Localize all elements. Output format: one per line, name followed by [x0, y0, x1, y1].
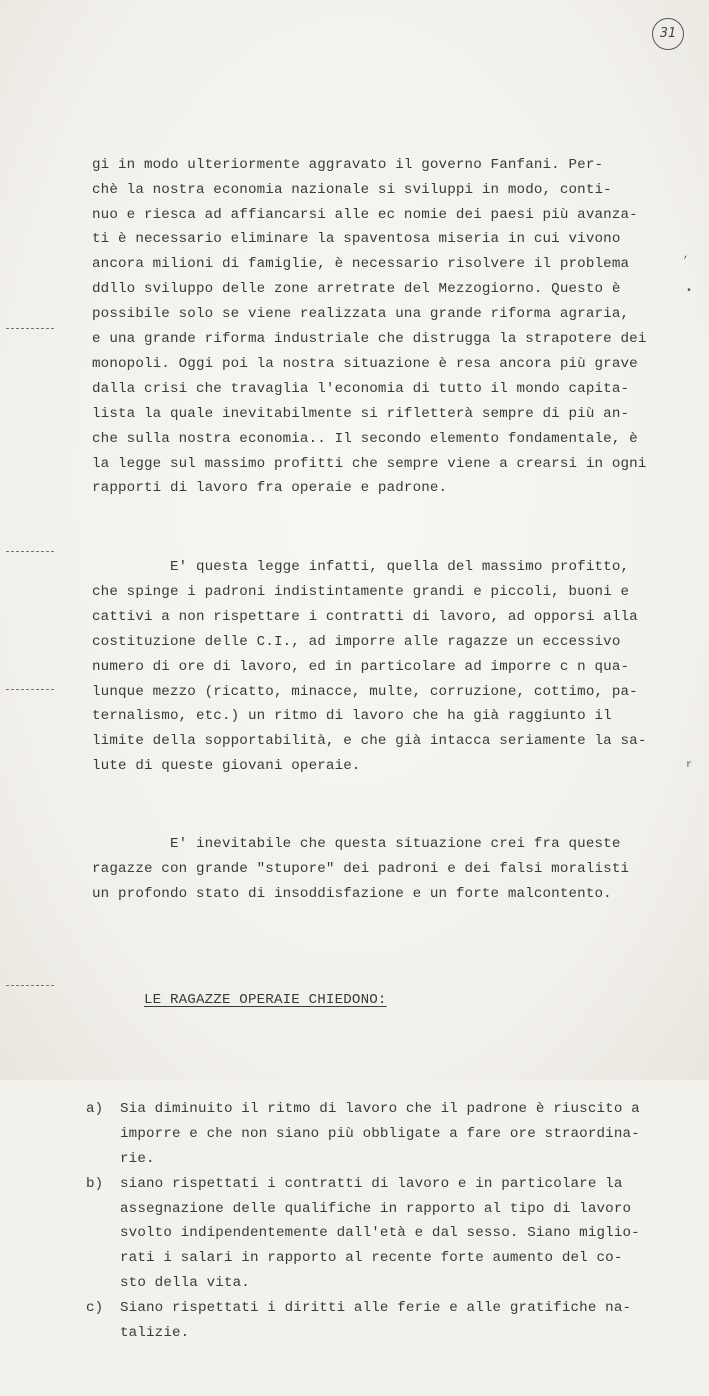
margin-mark	[6, 328, 54, 333]
paragraph-1	[92, 153, 692, 501]
demand-item	[86, 1097, 692, 1172]
demand-text-line: imporre e che non siano più obbligate a fare ore straordina-	[120, 1125, 640, 1142]
demand-text-line: talizie.	[120, 1324, 190, 1341]
demand-text-line: sto della vita.	[120, 1275, 250, 1292]
text-line: lute di queste giovani operaie.	[92, 758, 361, 775]
demand-text-line: assegnazione delle qualifiche in rapporto al tipo di lavoro	[120, 1200, 632, 1217]
demand-item	[86, 1172, 692, 1296]
demand-text-line: svolto indipendentemente dall'età e dal sesso. Siano miglio-	[120, 1225, 640, 1242]
demands-heading: LE RAGAZZE OPERAIE CHIEDONO:	[143, 992, 387, 1009]
demand-text-line: Sia diminuito il ritmo di lavoro che il padrone è riuscito a	[120, 1100, 640, 1117]
text-line: ancora milioni di famiglie, è necessario risolvere il problema	[92, 256, 630, 273]
document-body	[86, 103, 692, 1396]
text-line: e una grande riforma industriale che distrugga la strapotere dei	[92, 331, 647, 348]
ink-speck: ,	[683, 250, 690, 261]
demand-label: c)	[86, 1300, 104, 1317]
text-line: ddllo sviluppo delle zone arretrate del Mezzogiorno. Questo è	[92, 281, 621, 298]
demand-text-line: Siano rispettati i diritti alle ferie e alle gratifiche na-	[120, 1300, 632, 1317]
text-line: possibile solo se viene realizzata una grande riforma agraria,	[92, 306, 630, 323]
text-line: numero di ore di lavoro, ed in particolare ad imporre c n qua-	[92, 658, 630, 675]
ink-speck: •	[686, 286, 693, 297]
demand-label: a)	[86, 1100, 104, 1117]
text-line: monopoli. Oggi poi la nostra situazione è resa ancora più grave	[92, 355, 638, 372]
text-line: ternalismo, etc.) un ritmo di lavoro che ha già raggiunto il	[92, 708, 612, 725]
text-line: cattivi a non rispettare i contratti di lavoro, ad opporsi alla	[92, 608, 638, 625]
demand-label: b)	[86, 1175, 104, 1192]
text-line: rapporti di lavoro fra operaie e padrone.	[92, 480, 448, 497]
demand-text-line: rati i salari in rapporto al recente forte aumento del co-	[120, 1250, 623, 1267]
text-line: E' inevitabile che questa situazione crei fra queste	[92, 835, 621, 852]
text-line: dalla crisi che travaglia l'economia di tutto il mondo capita-	[92, 380, 630, 397]
text-line: che sulla nostra economia.. Il secondo elemento fondamentale, è	[92, 430, 638, 447]
demands-list	[86, 1097, 692, 1346]
ink-speck: r	[686, 760, 693, 771]
text-line: la legge sul massimo profitti che sempre viene a crearsi in ogni	[92, 455, 647, 472]
demand-text-line: siano rispettati i contratti di lavoro e in particolare la	[120, 1175, 623, 1192]
text-line: ragazze con grande "stupore" dei padroni e dei falsi moralisti	[92, 860, 630, 877]
paragraph-3	[92, 832, 692, 907]
text-line: un profondo stato di insoddisfazione e un forte malcontento.	[92, 885, 612, 902]
text-line: costituzione delle C.I., ad imporre alle ragazze un eccessivo	[92, 633, 621, 650]
margin-mark	[6, 985, 54, 990]
text-line: lunque mezzo (ricatto, minacce, multe, corruzione, cottimo, pa-	[92, 683, 638, 700]
demand-text-line: rie.	[120, 1150, 155, 1167]
margin-mark	[6, 689, 54, 694]
text-line: E' questa legge infatti, quella del massimo profitto,	[92, 559, 630, 576]
margin-mark	[6, 551, 54, 556]
text-line: che spinge i padroni indistintamente grandi e piccoli, buoni e	[92, 583, 630, 600]
text-line: gi in modo ulteriormente aggravato il governo Fanfani. Per-	[92, 156, 604, 173]
text-line: ti è necessario eliminare la spaventosa miseria in cui vivono	[92, 231, 621, 248]
paragraph-2	[92, 555, 692, 779]
page-number-circle: 31	[652, 18, 684, 50]
demands-heading-row	[92, 963, 692, 1038]
demand-item	[86, 1296, 692, 1346]
text-line: limite della sopportabilità, e che già intacca seriamente la sa-	[92, 733, 647, 750]
text-line: chè la nostra economia nazionale si sviluppi in modo, conti-	[92, 181, 612, 198]
text-line: lista la quale inevitabilmente si rifletterà sempre di più an-	[92, 405, 630, 422]
text-line: nuo e riesca ad affiancarsi alle ec nomie dei paesi più avanza-	[92, 206, 638, 223]
